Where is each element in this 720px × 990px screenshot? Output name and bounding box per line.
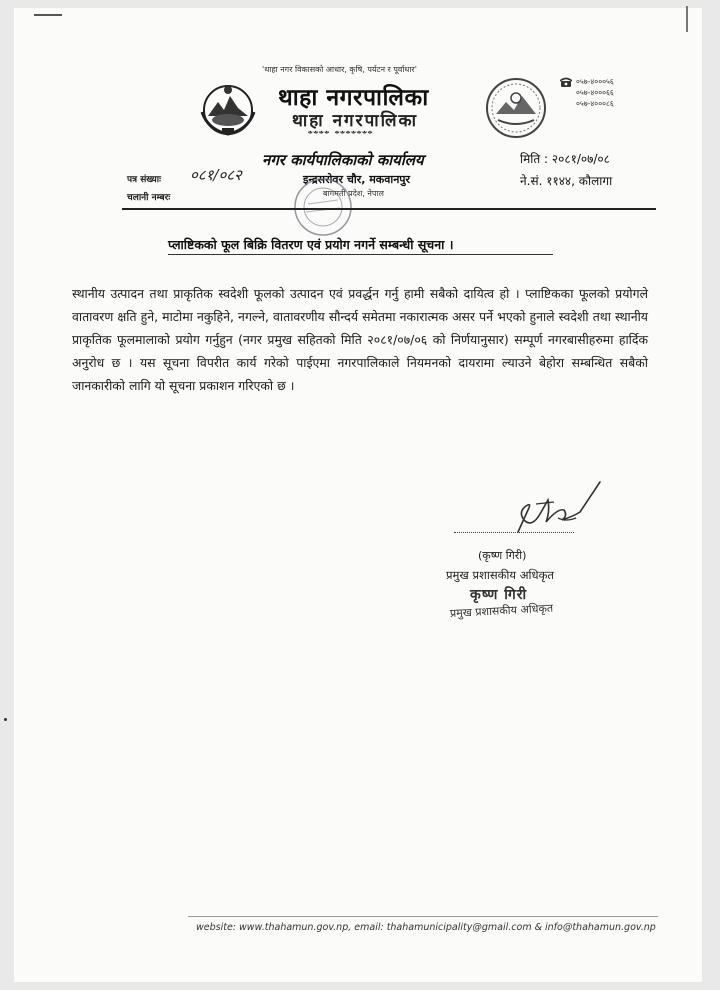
dispatch-number-label: चलानी नम्बरः bbox=[127, 193, 171, 203]
scan-speck bbox=[4, 718, 7, 721]
footer-divider bbox=[188, 916, 658, 917]
slogan: 'थाहा नगर विकासको आधार, कृषि, पर्यटन र पूर्वाधार' bbox=[262, 65, 417, 74]
reference-number-value: ०८१/०८२ bbox=[190, 166, 242, 184]
nepal-emblem-logo bbox=[198, 80, 258, 138]
office-address: इन्द्रसरोवर चौर, मकवानपुर bbox=[303, 173, 411, 186]
signatory-name: (कृष्ण गिरी) bbox=[478, 549, 527, 562]
office-name: नगर कार्यपालिकाको कार्यालय bbox=[262, 151, 424, 169]
municipality-title: थाहा नगरपालिका bbox=[278, 85, 429, 111]
signature-line bbox=[454, 532, 574, 533]
notice-body: स्थानीय उत्पादन तथा प्राकृतिक स्वदेशी फूलको उत्पादन एवं प्रवर्द्धन गर्नु हामी सबैको दायित्व हो । प्लाष्टिकका फूलको प्रयोगले वातावरण क्षति हुने, माटोमा नकुहिने, नगल्ने, वातावरणीय सौन्दर्य समेतमा नकारात्मक असर पर्ने भएको हुनाले स्वदेशी तथा स्थानीय प्राकृतिक फूलमालाको प्रयोग गर्नुहुन (नगर प्रमुख सहितको मिति २०८१/०७/०६ को निर्णयानुसार) सम्पूर्ण नगरबासीहरुमा हार्दिक अनुरोध छ । यस सूचना विपरीत कार्य गरेको पाईएमा नगरपालिकाले नियमनको दायरामा ल्याउने बेहोरा सम्बन्धित सबैको जानकारीको लागि यो सूचना प्रकाशन गरिएको छ । bbox=[72, 286, 648, 393]
phone-number: ०५७-४०००६६ bbox=[576, 88, 614, 97]
signatory-stamp-name: कृष्ण गिरी bbox=[470, 587, 528, 603]
municipality-title-newari: थाहा नगरपालिका bbox=[292, 111, 419, 131]
subject-underline bbox=[168, 254, 553, 255]
header-divider bbox=[122, 208, 656, 210]
office-province: बागमती प्रदेश, नेपाल bbox=[323, 189, 384, 198]
footer-contact: website: www.thahamun.gov.np, email: thahamunicipality@gmail.com & info@thahamun.gov.np bbox=[196, 922, 656, 933]
ranjana-script-line: ꣲꣲꣲꣲ ꣲꣲꣲꣲꣲꣲꣲ bbox=[308, 128, 374, 142]
nepal-sambat-date: ने.सं. ११४४, कौलागा bbox=[520, 174, 613, 188]
handwritten-signature bbox=[488, 472, 608, 544]
phone-number: ०५७-४०००५६ bbox=[576, 77, 614, 86]
letter-date: मिति : २०८१/०७/०८ bbox=[520, 152, 610, 166]
reference-number-label: पत्र संख्याः bbox=[127, 175, 161, 185]
office-stamp bbox=[292, 176, 354, 238]
phone-number: ०५७-४०००८६ bbox=[576, 99, 614, 108]
signatory-stamp-title: प्रमुख प्रशासकीय अधिकृत bbox=[449, 601, 554, 620]
signatory-title: प्रमुख प्रशासकीय अधिकृत bbox=[446, 568, 554, 582]
phone-numbers bbox=[576, 76, 614, 109]
scan-mark bbox=[34, 14, 62, 16]
municipality-logo bbox=[484, 76, 548, 140]
notice-subject: प्लाष्टिकको फूल बिक्रि वितरण एवं प्रयोग नगर्ने सम्बन्धी सूचना । bbox=[168, 237, 454, 252]
telephone-icon bbox=[560, 77, 572, 87]
scan-mark-right bbox=[686, 6, 688, 32]
